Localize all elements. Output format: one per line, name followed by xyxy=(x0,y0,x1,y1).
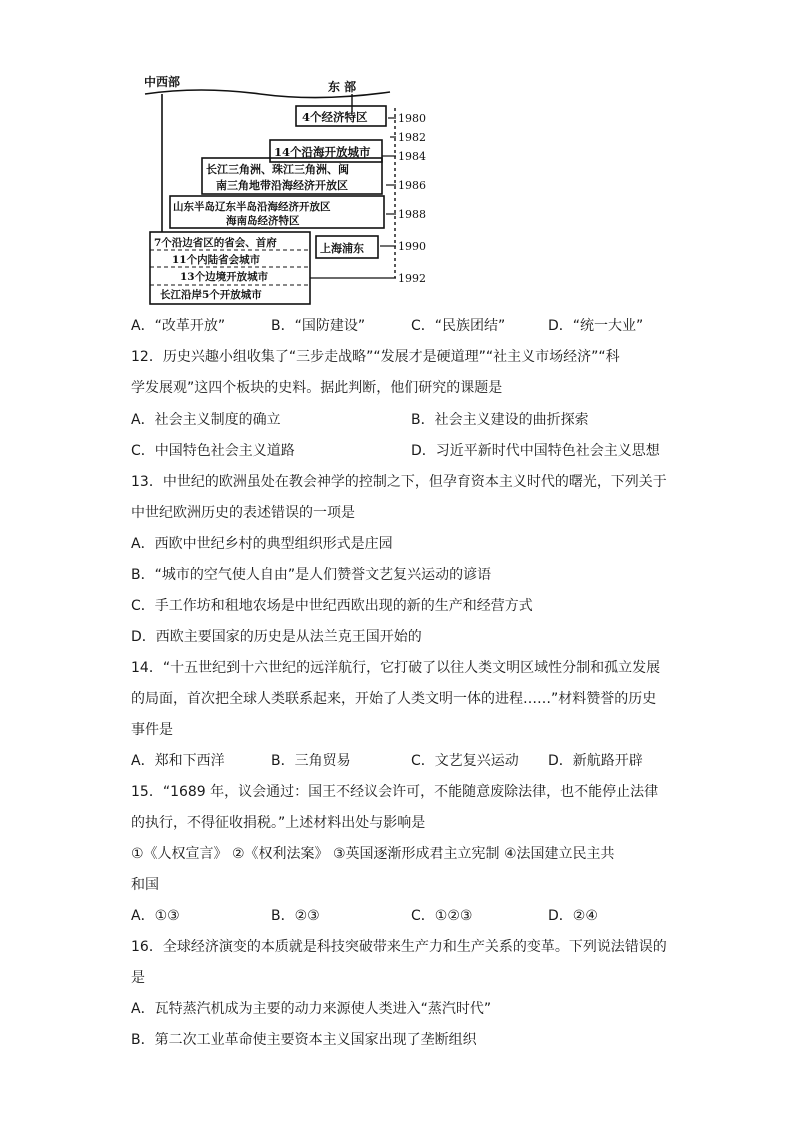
q15-stem-line1: 15．“1689 年，议会通过：国王不经议会许可，不能随意废除法律，也不能停止法律 xyxy=(131,784,659,800)
q14-option-b: B．三角贸易 xyxy=(271,753,351,769)
q13-option-d: D．西欧主要国家的历史是从法兰克王国开始的 xyxy=(131,629,422,645)
q15-stem-line3: ①《人权宣言》 ②《权利法案》 ③英国逐渐形成君主立宪制 ④法国建立民主共 xyxy=(131,846,615,862)
q13-option-a: A．西欧中世纪乡村的典型组织形式是庄园 xyxy=(131,536,393,552)
q13-option-c: C．手工作坊和租地农场是中世纪西欧出现的新的生产和经营方式 xyxy=(131,598,533,614)
box-inland-line2: 11个内陆省会城市 xyxy=(172,254,261,266)
q12-stem-line2: 学发展观”这四个板块的史料。据此判断，他们研究的课题是 xyxy=(131,380,503,396)
box-peninsula-line2: 海南岛经济特区 xyxy=(226,215,300,227)
q15-option-c: C．①②③ xyxy=(411,908,473,924)
box-inland-line1: 7个沿边省区的省会、首府 xyxy=(154,237,277,249)
q11-option-b: B．“国防建设” xyxy=(271,318,366,334)
opening-up-diagram-svg xyxy=(140,72,440,308)
q16-option-a: A．瓦特蒸汽机成为主要的动力来源使人类进入“蒸汽时代” xyxy=(131,1001,492,1017)
q12-option-a: A．社会主义制度的确立 xyxy=(131,412,281,428)
q14-stem-line2: 的局面，首次把全球人类联系起来，开始了人类文明一体的进程……”材料赞誉的历史 xyxy=(131,691,657,707)
q14-stem-line3: 事件是 xyxy=(131,722,173,738)
q14-option-d: D．新航路开辟 xyxy=(548,753,643,769)
box-delta-zones-line2: 南三角地带沿海经济开放区 xyxy=(216,179,348,192)
q14-stem-line1: 14．“十五世纪到十六世纪的远洋航行，它打破了以往人类文明区域性分制和孤立发展 xyxy=(131,660,661,676)
q12-option-c: C．中国特色社会主义道路 xyxy=(131,443,295,459)
year-1982: 1982 xyxy=(398,131,426,144)
opening-up-diagram xyxy=(140,72,440,308)
q12-stem-line1: 12．历史兴趣小组收集了“三步走战略”“发展才是硬道理”“社主义市场经济”“科 xyxy=(131,349,620,365)
q15-stem-line4: 和国 xyxy=(131,877,159,893)
q13-option-b: B．“城市的空气使人自由”是人们赞誉文艺复兴运动的谚语 xyxy=(131,567,492,583)
q14-option-c: C．文艺复兴运动 xyxy=(411,753,519,769)
q12-option-d: D．习近平新时代中国特色社会主义思想 xyxy=(411,443,660,459)
year-1984: 1984 xyxy=(398,150,426,163)
q11-option-c: C．“民族团结” xyxy=(411,318,506,334)
year-1990: 1990 xyxy=(398,240,426,253)
year-1988: 1988 xyxy=(398,208,426,221)
box-pudong-label: 上海浦东 xyxy=(320,242,364,255)
box-inland-line3: 13个边境开放城市 xyxy=(180,271,269,283)
q15-stem-line2: 的执行，不得征收捐税。”上述材料出处与影响是 xyxy=(131,815,426,831)
q15-option-a: A．①③ xyxy=(131,908,180,924)
year-1992: 1992 xyxy=(398,272,426,285)
q16-stem-line2: 是 xyxy=(131,970,145,986)
box-peninsula-line1: 山东半岛辽东半岛沿海经济开放区 xyxy=(173,201,331,213)
q11-option-a: A．“改革开放” xyxy=(131,318,226,334)
q12-option-b: B．社会主义建设的曲折探索 xyxy=(411,412,589,428)
box-special-zones-label: 4个经济特区 xyxy=(302,110,368,124)
box-delta-zones-line1: 长江三角洲、珠江三角洲、闽 xyxy=(206,163,349,176)
q15-option-b: B．②③ xyxy=(271,908,320,924)
q16-stem-line1: 16．全球经济演变的本质就是科技突破带来生产力和生产关系的变革。下列说法错误的 xyxy=(131,939,667,955)
q16-option-b: B．第二次工业革命使主要资本主义国家出现了垄断组织 xyxy=(131,1032,477,1048)
q13-stem-line2: 中世纪欧洲历史的表述错误的一项是 xyxy=(131,505,355,521)
west-label: 中西部 xyxy=(144,75,181,89)
east-label: 东 部 xyxy=(328,80,357,94)
q13-stem-line1: 13．中世纪的欧洲虽处在教会神学的控制之下，但孕育资本主义时代的曙光，下列关于 xyxy=(131,474,667,490)
year-1986: 1986 xyxy=(398,179,426,192)
box-coastal-cities-label: 14个沿海开放城市 xyxy=(274,145,371,159)
q11-option-d: D．“统一大业” xyxy=(548,318,644,334)
box-inland-line4: 长江沿岸5个开放城市 xyxy=(160,289,262,301)
q14-option-a: A．郑和下西洋 xyxy=(131,753,225,769)
year-1980: 1980 xyxy=(398,112,426,125)
q15-option-d: D．②④ xyxy=(548,908,598,924)
